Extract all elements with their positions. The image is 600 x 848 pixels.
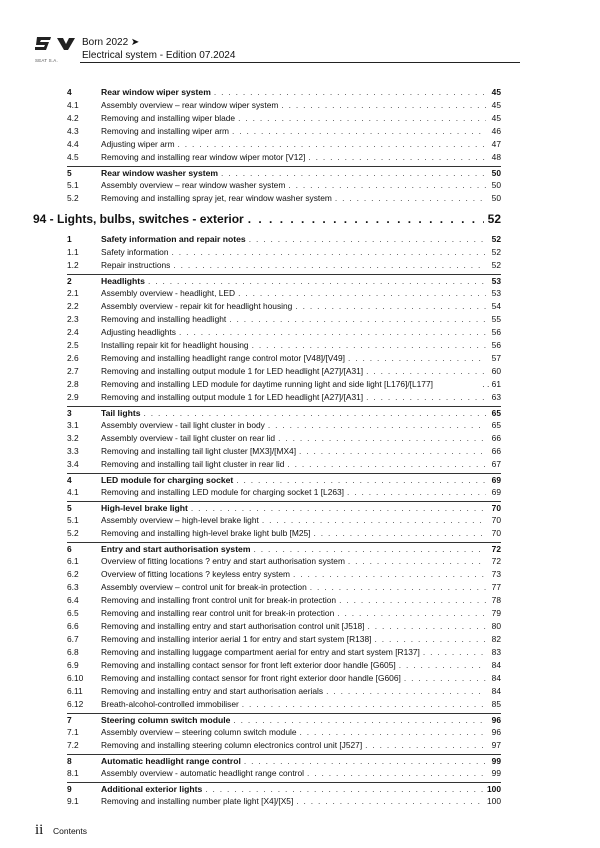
toc-title: Rear window wiper system: [101, 87, 211, 97]
toc-page-number: 52: [491, 247, 501, 257]
toc-number: 1.2: [67, 260, 79, 270]
document-title: Born 2022 ➤: [82, 37, 140, 48]
toc-leader-dots: [238, 112, 486, 124]
toc-title: Removing and installing contact sensor for front right exterior door handle [G606]: [101, 673, 401, 683]
toc-leader-dots: [236, 474, 486, 486]
header-divider: [80, 62, 520, 63]
toc-entry-row[interactable]: [67, 125, 501, 137]
toc-leader-dots: [348, 352, 486, 364]
toc-leader-dots: [300, 726, 487, 738]
toc-leader-dots: [365, 739, 486, 751]
toc-number: 2.1: [67, 288, 79, 298]
toc-title: Removing and installing entry and start authorisation control unit [J518]: [101, 621, 365, 631]
toc-section-row[interactable]: [67, 406, 501, 419]
toc-section-row[interactable]: [67, 542, 501, 555]
toc-number: 2.5: [67, 340, 79, 350]
toc-title: Automatic headlight range control: [101, 756, 241, 766]
toc-number: 6.2: [67, 569, 79, 579]
toc-number: 4.5: [67, 152, 79, 162]
toc-page-number: 66: [491, 433, 501, 443]
toc-title: Removing and installing wiper arm: [101, 126, 230, 136]
toc-entry-row[interactable]: [67, 646, 501, 658]
toc-leader-dots: [262, 514, 486, 526]
toc-entry-row[interactable]: [67, 486, 501, 498]
toc-number: 2: [67, 276, 72, 286]
toc-entry-row[interactable]: [67, 620, 501, 632]
toc-leader-dots: [299, 445, 486, 457]
toc-title: Assembly overview – control unit for break-in protection: [101, 582, 307, 592]
toc-number: 3.2: [67, 433, 79, 443]
toc-page-number: 97: [491, 740, 501, 750]
toc-leader-dots: [314, 527, 487, 539]
toc-title: Tail lights: [101, 408, 141, 418]
toc-number: 9.1: [67, 796, 79, 806]
toc-entry-row[interactable]: [67, 300, 501, 312]
toc-number: 6.11: [67, 686, 83, 696]
toc-entry-row[interactable]: [67, 287, 501, 299]
toc-page-number: 100: [487, 796, 501, 806]
toc-entry-row[interactable]: [67, 246, 501, 258]
toc-title: Removing and installing LED module for charging socket 1 [L263]: [101, 487, 345, 497]
toc-page-number: 54: [491, 301, 501, 311]
toc-page-number: 70: [491, 515, 501, 525]
toc-number: 4: [67, 87, 72, 97]
toc-page-number: 99: [491, 768, 501, 778]
toc-page-number: 56: [491, 340, 501, 350]
toc-entry-row[interactable]: [67, 339, 501, 351]
toc-entry-row[interactable]: [67, 432, 501, 444]
toc-page-number: 65: [491, 408, 501, 418]
toc-number: 6: [67, 544, 72, 554]
toc-number: 6.9: [67, 660, 79, 670]
toc-entry-row[interactable]: [67, 419, 501, 431]
toc-number: 4.2: [67, 113, 79, 123]
toc-leader-dots: [295, 300, 486, 312]
toc-number: 4.1: [67, 487, 79, 497]
toc-title: Removing and installing interior aerial 1 for entry and start system [R138]: [101, 634, 372, 644]
toc-page-number: 99: [491, 756, 501, 766]
toc-title: Installing repair kit for headlight housing: [101, 340, 249, 350]
toc-entry-row[interactable]: [67, 527, 501, 539]
toc-page-number: 83: [491, 647, 501, 657]
toc-entry-row[interactable]: [67, 767, 501, 779]
toc-title: Safety information: [101, 247, 169, 257]
toc-number: 3.4: [67, 459, 79, 469]
toc-number: 2.9: [67, 392, 79, 402]
toc-title: Assembly overview - repair kit for headlight housing: [101, 301, 293, 311]
brand-sub: SEAT S.A.: [35, 58, 58, 63]
toc-leader-dots: [404, 672, 486, 684]
toc-leader-dots: [143, 407, 486, 419]
toc-page-number: 52: [491, 260, 501, 270]
toc-page-number: 45: [491, 100, 501, 110]
seat-logo-icon: [35, 32, 75, 56]
toc-title: Adjusting wiper arm: [101, 139, 175, 149]
toc-title: Headlights: [101, 276, 145, 286]
chapter-page-number: 52: [487, 212, 501, 226]
toc-number: 4.4: [67, 139, 79, 149]
toc-title: Adjusting headlights: [101, 327, 176, 337]
toc-number: 5.1: [67, 515, 79, 525]
toc-leader-dots: [221, 167, 486, 179]
toc-number: 7: [67, 715, 72, 725]
toc-entry-row[interactable]: [67, 391, 501, 403]
toc-leader-dots: [173, 259, 486, 271]
toc-leader-dots: [148, 275, 486, 287]
toc-title: Overview of fitting locations ? keyless entry system: [101, 569, 290, 579]
toc-leader-dots: [191, 502, 486, 514]
toc-title: Removing and installing number plate light [X4]/[X5]: [101, 796, 294, 806]
toc-leader-dots: [423, 646, 486, 658]
toc-leader-dots: [249, 233, 486, 245]
toc-title: Assembly overview - automatic headlight range control: [101, 768, 304, 778]
toc-section-row[interactable]: [67, 713, 501, 726]
toc-title: Assembly overview – high-level brake light: [101, 515, 259, 525]
toc-leader-dots: [335, 192, 486, 204]
toc-title: Removing and installing entry and start authorisation aerials: [101, 686, 324, 696]
toc-page-number: 100: [487, 784, 501, 794]
toc-page-number: 70: [491, 528, 501, 538]
toc-number: 4.3: [67, 126, 79, 136]
toc-title: Assembly overview – steering column switch module: [101, 727, 297, 737]
page-number: ii: [35, 822, 44, 838]
toc-entry-row[interactable]: [67, 633, 501, 645]
toc-chapter-heading[interactable]: [33, 211, 501, 227]
toc-page-number: 96: [491, 715, 501, 725]
toc-page-number: 45: [491, 113, 501, 123]
toc-title: Removing and installing headlight range control motor [V48]/[V49]: [101, 353, 345, 363]
toc-entry-row[interactable]: [67, 514, 501, 526]
toc-leader-dots: [307, 767, 486, 779]
toc-page-number: 69: [491, 475, 501, 485]
toc-page-number: 63: [491, 392, 501, 402]
toc-page-number: 53: [491, 276, 501, 286]
toc-title: Entry and start authorisation system: [101, 544, 251, 554]
toc-number: 2.3: [67, 314, 79, 324]
toc-leader-dots: [268, 419, 486, 431]
toc-page-number: 53: [491, 288, 501, 298]
toc-number: 7.2: [67, 740, 79, 750]
toc-entry-row[interactable]: [67, 607, 501, 619]
toc-title: Removing and installing steering column electronics control unit [J527]: [101, 740, 363, 750]
toc-leader-dots: [308, 151, 486, 163]
toc-leader-dots: [368, 620, 487, 632]
toc-number: 6.6: [67, 621, 79, 631]
toc-title: Removing and installing headlight: [101, 314, 227, 324]
toc-leader-dots: [288, 179, 486, 191]
toc-number: 2.7: [67, 366, 79, 376]
toc-title: Additional exterior lights: [101, 784, 203, 794]
toc-number: 5.2: [67, 193, 79, 203]
toc-number: 6.5: [67, 608, 79, 618]
toc-title: High-level brake light: [101, 503, 188, 513]
footer-label: Contents: [53, 826, 88, 836]
toc-leader-dots: [366, 391, 486, 403]
toc-page-number: 50: [491, 193, 501, 203]
toc-title: Removing and installing high-level brake light bulb [M25]: [101, 528, 311, 538]
toc-page-number: 78: [491, 595, 501, 605]
toc-title: Removing and installing tail light cluster in rear lid: [101, 459, 285, 469]
toc-entry-row[interactable]: [67, 458, 501, 470]
toc-number: 2.4: [67, 327, 79, 337]
toc-number: 5: [67, 503, 72, 513]
toc-title: Removing and installing tail light cluster [MX3]/[MX4]: [101, 446, 297, 456]
toc-leader-dots: [233, 714, 486, 726]
toc-entry-row[interactable]: [67, 99, 501, 111]
toc-page-number: 55: [491, 314, 501, 324]
toc-entry-row[interactable]: [67, 594, 501, 606]
toc-number: 6.8: [67, 647, 79, 657]
toc-title: Rear window washer system: [101, 168, 219, 178]
toc-page-number: 65: [491, 420, 501, 430]
chapter-title: 94 - Lights, bulbs, switches - exterior: [33, 212, 244, 226]
toc-number: 8: [67, 756, 72, 766]
toc-leader-dots: [172, 246, 487, 258]
toc-page-number: 66: [491, 446, 501, 456]
toc-page-number: 45: [491, 87, 501, 97]
toc-page-number: 72: [491, 556, 501, 566]
toc-entry-row[interactable]: [67, 581, 501, 593]
toc-page-number: 57: [491, 353, 501, 363]
toc-page-number: 84: [491, 673, 501, 683]
toc-number: 1.1: [67, 247, 79, 257]
toc-title: Assembly overview - tail light cluster on rear lid: [101, 433, 276, 443]
toc-leader-dots: [310, 581, 486, 593]
toc-page-number: 70: [491, 503, 501, 513]
toc-title: Removing and installing LED module for daytime running light and side light [L176]/[L177]: [101, 379, 433, 389]
page-header: [0, 0, 600, 62]
toc-entry-row[interactable]: [67, 795, 501, 807]
toc-page-number: 60: [491, 366, 501, 376]
toc-leader-dots: [214, 86, 486, 98]
toc-entry-row[interactable]: [67, 151, 501, 163]
toc-leader-dots: [205, 783, 484, 795]
toc-entry-row[interactable]: [67, 313, 501, 325]
toc-entry-row[interactable]: [67, 179, 501, 191]
toc-number: 3.1: [67, 420, 79, 430]
toc-entry-row[interactable]: [67, 138, 501, 150]
toc-title: Assembly overview – rear window wiper system: [101, 100, 279, 110]
toc-title: Overview of fitting locations ? entry and start authorisation system: [101, 556, 345, 566]
toc-title: Repair instructions: [101, 260, 171, 270]
toc-leader-dots: [281, 99, 486, 111]
toc-entry-row[interactable]: [67, 365, 501, 377]
toc-page-number: 50: [491, 180, 501, 190]
toc-entry-row[interactable]: [67, 672, 501, 684]
toc-number: 3.3: [67, 446, 79, 456]
toc-section-row[interactable]: [67, 501, 501, 514]
toc-entry-row[interactable]: [67, 739, 501, 751]
toc-leader-dots: [347, 486, 486, 498]
toc-section-row[interactable]: [67, 166, 501, 179]
toc-entry-row[interactable]: [67, 698, 501, 710]
toc-page-number: 69: [491, 487, 501, 497]
document-subtitle: Electrical system - Edition 07.2024: [82, 50, 236, 61]
toc-leader-dots: [252, 339, 486, 351]
toc-leader-dots: [293, 568, 486, 580]
toc-section-row[interactable]: [67, 782, 501, 795]
toc-entry-row[interactable]: [67, 685, 501, 697]
toc-leader-dots: [179, 326, 486, 338]
toc-number: 6.12: [67, 699, 84, 709]
toc-entry-row[interactable]: [67, 568, 501, 580]
toc-number: 1: [67, 234, 72, 244]
toc-entry-row[interactable]: [67, 112, 501, 124]
toc-section-row[interactable]: [67, 233, 501, 245]
toc-leader-dots: [178, 138, 486, 150]
toc-entry-row[interactable]: [67, 555, 501, 567]
toc-entry-row[interactable]: [67, 726, 501, 738]
toc-page-number: 79: [491, 608, 501, 618]
toc-section-row[interactable]: [67, 274, 501, 287]
toc-number: 2.6: [67, 353, 79, 363]
toc-page-number: 56: [491, 327, 501, 337]
toc-section-row[interactable]: [67, 754, 501, 767]
toc-page-number: 77: [491, 582, 501, 592]
toc-number: 6.3: [67, 582, 79, 592]
toc-title: Assembly overview - tail light cluster in body: [101, 420, 265, 430]
toc-leader-dots: [337, 607, 486, 619]
toc-entry-row[interactable]: [67, 192, 501, 204]
toc-leader-dots: [374, 633, 486, 645]
toc-page-number: 47: [491, 139, 501, 149]
toc-page-number: 52: [491, 234, 501, 244]
toc-section-row[interactable]: [67, 473, 501, 486]
toc-title: LED module for charging socket: [101, 475, 234, 485]
toc-leader-dots: [248, 211, 484, 227]
toc-page-number: . . 61: [482, 379, 501, 389]
toc-page-number: 67: [491, 459, 501, 469]
toc-leader-dots: [232, 125, 486, 137]
toc-title: Assembly overview - headlight, LED: [101, 288, 236, 298]
toc-title: Breath-alcohol-controlled immobiliser: [101, 699, 239, 709]
toc-number: 8.1: [67, 768, 79, 778]
toc-entry-row[interactable]: [67, 326, 501, 338]
toc-number: 6.7: [67, 634, 79, 644]
toc-title: Steering column switch module: [101, 715, 231, 725]
toc-entry-row[interactable]: [67, 352, 501, 364]
toc-title: Removing and installing spray jet, rear window washer system: [101, 193, 332, 203]
toc-title: Removing and installing luggage compartment aerial for entry and start system [R137]: [101, 647, 420, 657]
toc-number: 5.1: [67, 180, 79, 190]
toc-leader-dots: [366, 365, 486, 377]
toc-page-number: 50: [491, 168, 501, 178]
toc-page-number: 73: [491, 569, 501, 579]
toc-number: 7.1: [67, 727, 79, 737]
toc-page-number: 72: [491, 544, 501, 554]
toc-number: 3: [67, 408, 72, 418]
toc-number: 6.4: [67, 595, 79, 605]
toc-page-number: 46: [491, 126, 501, 136]
toc-title: Removing and installing contact sensor for front left exterior door handle [G605]: [101, 660, 396, 670]
toc-page-number: 96: [491, 727, 501, 737]
toc-entry-row[interactable]: [67, 445, 501, 457]
toc-section-row[interactable]: [67, 86, 501, 98]
toc-number: 9: [67, 784, 72, 794]
brand-logo: [35, 32, 75, 62]
toc-leader-dots: [278, 432, 486, 444]
toc-leader-dots: [348, 555, 486, 567]
toc-leader-dots: [242, 698, 486, 710]
toc-title: Removing and installing output module 1 for LED headlight [A27]/[A31]: [101, 392, 364, 402]
toc-entry-row[interactable]: [67, 259, 501, 271]
toc-title: Assembly overview – rear window washer system: [101, 180, 286, 190]
toc-page-number: 85: [491, 699, 501, 709]
toc-title: Safety information and repair notes: [101, 234, 246, 244]
toc-number: 5.2: [67, 528, 79, 538]
toc-number: 5: [67, 168, 72, 178]
toc-number: 4: [67, 475, 72, 485]
toc-entry-row[interactable]: [67, 378, 501, 390]
toc-leader-dots: [229, 313, 486, 325]
toc-leader-dots: [326, 685, 486, 697]
toc-number: 6.1: [67, 556, 79, 566]
toc-leader-dots: [339, 594, 486, 606]
toc-page-number: 80: [491, 621, 501, 631]
toc-page-number: 82: [491, 634, 501, 644]
toc-leader-dots: [244, 755, 486, 767]
toc-entry-row[interactable]: [67, 659, 501, 671]
toc-leader-dots: [238, 287, 486, 299]
toc-page-number: 84: [491, 686, 501, 696]
toc-title: Removing and installing wiper blade: [101, 113, 236, 123]
toc-leader-dots: [253, 543, 486, 555]
toc-leader-dots: [399, 659, 486, 671]
toc-number: 4.1: [67, 100, 79, 110]
toc-number: 6.10: [67, 673, 84, 683]
toc-number: 2.8: [67, 379, 79, 389]
toc-title: Removing and installing front control unit for break-in protection: [101, 595, 337, 605]
toc-page-number: 84: [491, 660, 501, 670]
toc-title: Removing and installing rear control unit for break-in protection: [101, 608, 335, 618]
toc-page-number: 48: [491, 152, 501, 162]
toc-title: Removing and installing rear window wiper motor [V12]: [101, 152, 306, 162]
toc-leader-dots: [296, 795, 484, 807]
toc-title: Removing and installing output module 1 for LED headlight [A27]/[A31]: [101, 366, 364, 376]
toc-number: 2.2: [67, 301, 79, 311]
toc-leader-dots: [287, 458, 486, 470]
